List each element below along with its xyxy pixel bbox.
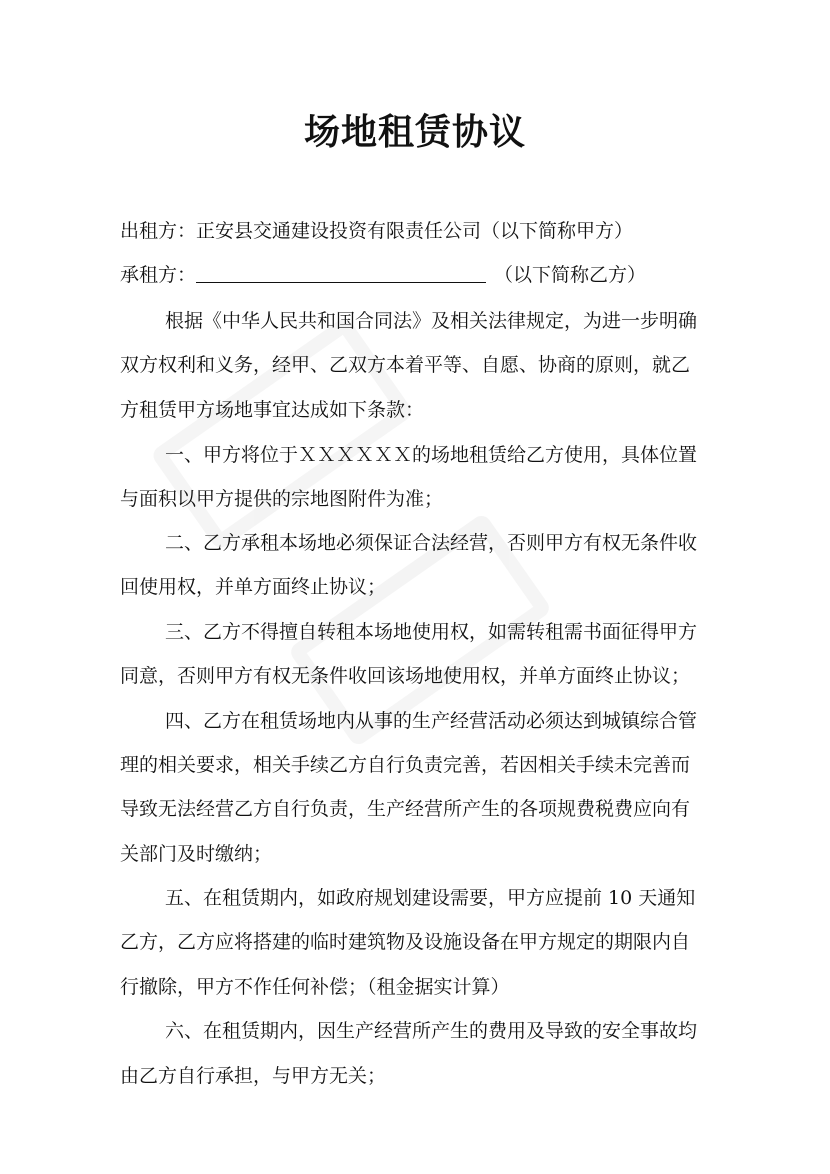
- clause-1-line: 与面积以甲方提供的宗地图附件为准；: [120, 488, 444, 510]
- clause-5-line: 五、在租赁期内，如政府规划建设需要，甲方应提前 10 天通知: [165, 887, 696, 909]
- lessee-label: 承租方：: [120, 264, 197, 286]
- lessee-suffix: （以下简称乙方）: [494, 264, 647, 286]
- clause-3-line: 三、乙方不得擅自转租本场地使用权，如需转租需书面征得甲方: [165, 621, 698, 643]
- paragraph-line: 根据《中华人民共和国合同法》及相关法律规定，为进一步明确: [165, 310, 698, 332]
- clause-3-line: 同意，否则甲方有权无条件收回该场地使用权，并单方面终止协议；: [120, 665, 691, 687]
- clause-2-line: 回使用权，并单方面终止协议；: [120, 576, 387, 598]
- lessee-name-blank: [196, 262, 486, 283]
- lessee-line: [120, 262, 720, 288]
- clause-4-line: 理的相关要求，相关手续乙方自行负责完善，若因相关手续未完善而: [120, 754, 691, 776]
- clause-6-line: 由乙方自行承担，与甲方无关；: [120, 1065, 387, 1087]
- clause-1-line: 一、甲方将位于ＸＸＸＸＸＸ的场地租赁给乙方使用，具体位置: [165, 444, 698, 466]
- clause-4-line: 四、乙方在租赁场地内从事的生产经营活动必须达到城镇综合管: [165, 710, 698, 732]
- document-title: 场地租赁协议: [303, 111, 526, 153]
- clause-2-line: 二、乙方承租本场地必须保证合法经营，否则甲方有权无条件收: [165, 532, 698, 554]
- paragraph-line: 双方权利和义务，经甲、乙双方本着平等、自愿、协商的原则，就乙: [120, 354, 691, 376]
- clause-5-line: 乙方，乙方应将搭建的临时建筑物及设施设备在甲方规定的期限内自: [120, 931, 691, 953]
- clause-5-line: 行撤除，甲方不作任何补偿；（租金据实计算）: [120, 976, 510, 998]
- clause-4-line: 关部门及时缴纳；: [120, 843, 273, 865]
- lessor-line: 出租方：正安县交通建设投资有限责任公司（以下简称甲方）: [120, 220, 634, 242]
- paragraph-line: 方租赁甲方场地事宜达成如下条款：: [120, 399, 425, 421]
- clause-4-line: 导致无法经营乙方自行负责，生产经营所产生的各项规费税费应向有: [120, 798, 691, 820]
- clause-6-line: 六、在租赁期内，因生产经营所产生的费用及导致的安全事故均: [165, 1020, 698, 1042]
